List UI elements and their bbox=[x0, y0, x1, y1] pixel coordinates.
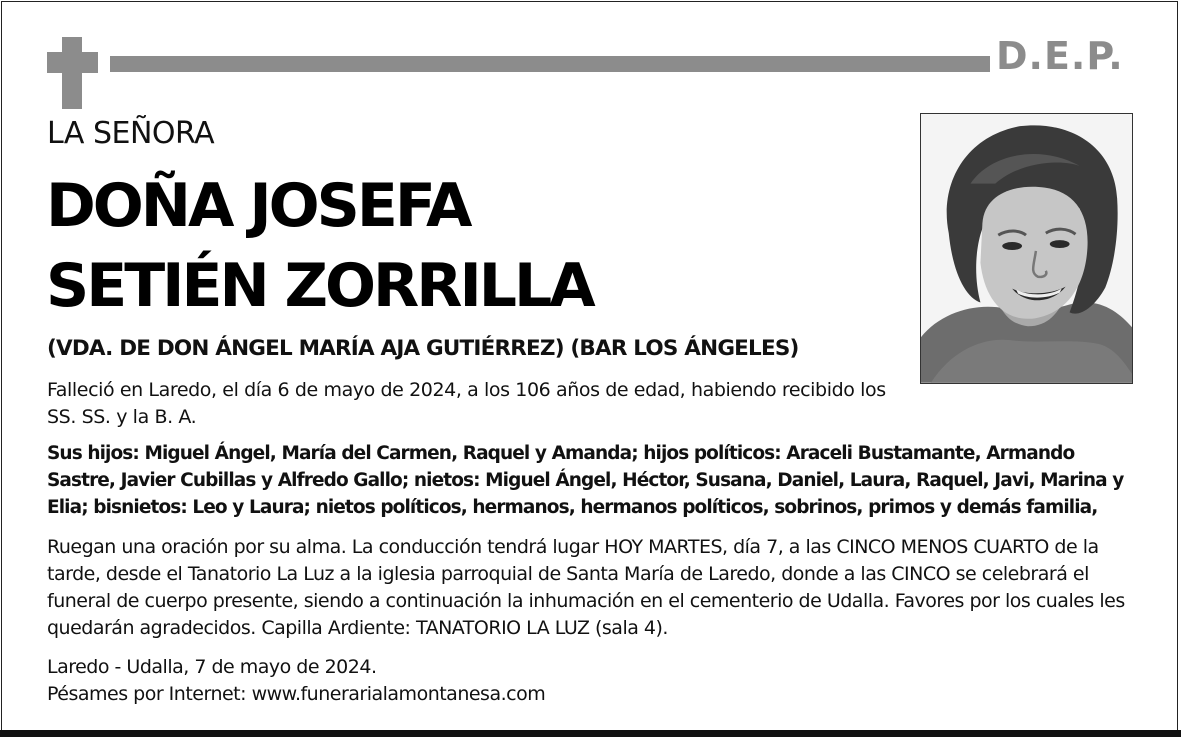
widow-of-line: (VDA. DE DON ÁNGEL MARÍA AJA GUTIÉRREZ) (BAR LOS ÁNGELES) bbox=[47, 336, 799, 361]
place-date: Laredo - Udalla, 7 de mayo de 2024. bbox=[47, 656, 377, 678]
header-rule bbox=[110, 56, 990, 72]
honorific: LA SEÑORA bbox=[47, 116, 215, 151]
cross-icon-arm bbox=[47, 52, 98, 73]
portrait-photo-icon bbox=[921, 114, 1132, 383]
deceased-name-line-2: SETIÉN ZORRILLA bbox=[46, 251, 593, 321]
death-notice: Falleció en Laredo, el día 6 de mayo de 2024, a los 106 años de edad, habiendo recibido los SS. SS. y la B. A. bbox=[47, 379, 886, 428]
dep-label: D.E.P. bbox=[996, 34, 1124, 78]
ceremony-details: Ruegan una oración por su alma. La conducción tendrá lugar HOY MARTES, día 7, a las CINCO MENOS CUARTO de la tarde, desde el Tanatorio La Luz a la iglesia parroquial de Santa María de Laredo, donde a las CINCO se celebrará el funeral de cuerpo presente, siendo a continuación la inhumación en el cementerio de Udalla. Favores por los cuales les quedarán agradecidos. Capilla Ardiente: TANATORIO LA LUZ (sala 4). bbox=[47, 536, 1125, 639]
deceased-name-line-1: DOÑA JOSEFA bbox=[46, 171, 470, 241]
bottom-border bbox=[0, 730, 1181, 737]
condolences-website: Pésames por Internet: www.funerarialamontanesa.com bbox=[47, 683, 546, 705]
portrait-photo bbox=[920, 113, 1133, 384]
cross-icon bbox=[62, 37, 82, 109]
family-members: Sus hijos: Miguel Ángel, María del Carmen, Raquel y Amanda; hijos políticos: Araceli Bustamante, Armando Sastre, Javier Cubillas y Alfredo Gallo; nietos: Miguel Ángel, Héctor, Susana, Daniel, Laura, Raquel, Javi, Marina y Elia; bisnietos: Leo y Laura; nietos políticos, hermanos, hermanos políticos, sobrinos, primos y demás familia, bbox=[47, 443, 1124, 518]
